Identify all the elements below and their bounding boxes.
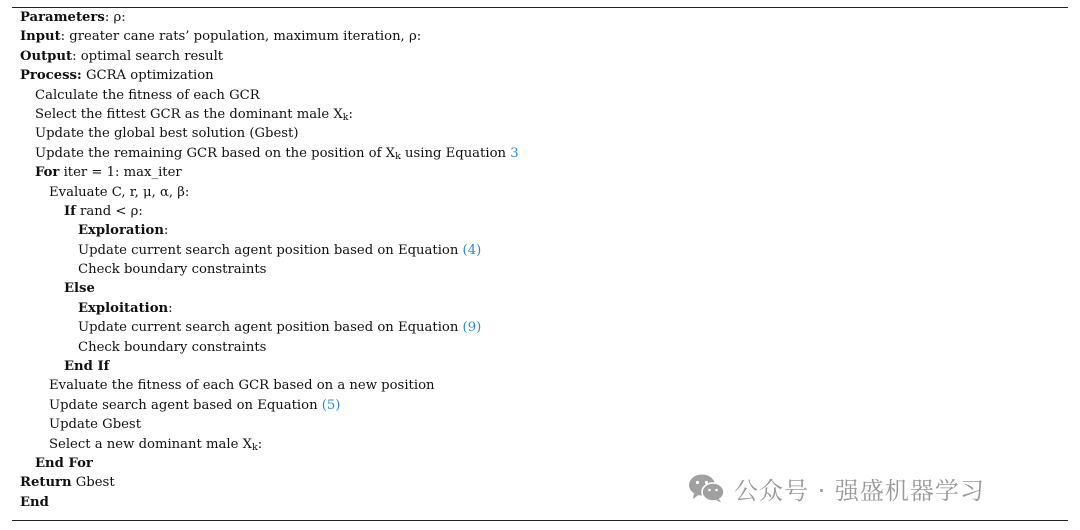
line-text: Check boundary constraints xyxy=(78,339,267,355)
algorithm-line xyxy=(20,183,519,202)
keyword: Exploitation xyxy=(78,300,169,316)
keyword: End For xyxy=(35,455,93,471)
algorithm-line xyxy=(20,163,519,182)
algorithm-line xyxy=(20,66,519,85)
algorithm-line xyxy=(20,435,519,454)
line-text: Select the fittest GCR as the dominant male X xyxy=(35,106,343,122)
line-text: Update the remaining GCR based on the position of X xyxy=(35,145,396,161)
keyword: Input xyxy=(20,29,61,45)
algorithm-line xyxy=(20,105,519,124)
line-text: Evaluate the fitness of each GCR based on a new position xyxy=(49,378,435,394)
algorithm-line xyxy=(20,241,519,260)
algorithm-line xyxy=(20,473,519,492)
line-text: : ρ: xyxy=(104,10,126,25)
line-text: GCRA optimization xyxy=(81,68,214,84)
keyword: Exploration xyxy=(78,223,164,239)
equation-reference-link[interactable]: (4) xyxy=(462,242,482,258)
line-text-after: using Equation xyxy=(400,145,511,161)
keyword: For xyxy=(35,165,60,181)
subscript: k xyxy=(251,441,258,453)
keyword: Return xyxy=(20,475,72,491)
algorithm-line xyxy=(20,47,519,66)
algorithm-line xyxy=(20,396,519,415)
keyword: Else xyxy=(64,281,95,297)
line-text: : xyxy=(168,300,173,316)
algorithm-line xyxy=(20,86,519,105)
line-text: Update current search agent position based on Equation xyxy=(78,320,463,336)
algorithm-line xyxy=(20,357,519,376)
line-text: iter = 1: max_iter xyxy=(59,165,182,181)
algorithm-line xyxy=(20,221,519,240)
line-text: Evaluate C, r, μ, α, β: xyxy=(49,184,190,200)
line-text: : greater cane rats’ population, maximum iteration, ρ: xyxy=(60,29,422,45)
algorithm-line xyxy=(20,27,519,46)
line-text: : optimal search result xyxy=(72,48,224,64)
line-text: Update search agent based on Equation xyxy=(49,397,322,413)
algorithm-line xyxy=(20,376,519,395)
line-text: Gbest xyxy=(71,475,115,491)
subscript: k xyxy=(395,150,401,162)
equation-reference-link[interactable]: 3 xyxy=(510,145,519,161)
equation-reference-link[interactable]: (5) xyxy=(321,397,341,413)
algorithm-line xyxy=(20,279,519,298)
algorithm-line xyxy=(20,260,519,279)
keyword: Process: xyxy=(20,68,82,84)
keyword: End If xyxy=(64,359,110,375)
line-text: Check boundary constraints xyxy=(78,262,267,278)
algorithm-listing xyxy=(20,8,519,512)
keyword: Output xyxy=(20,48,73,64)
equation-reference-link[interactable]: (9) xyxy=(462,320,482,336)
line-text: Select a new dominant male X xyxy=(49,436,252,452)
line-text-after: : xyxy=(257,436,263,452)
watermark xyxy=(688,472,985,504)
subscript: k xyxy=(342,111,349,123)
algorithm-line xyxy=(20,202,519,221)
algorithm-line xyxy=(20,415,519,434)
line-text-after: : xyxy=(348,106,353,122)
algorithm-line xyxy=(20,493,519,512)
line-text: Update the global best solution (Gbest) xyxy=(35,126,299,142)
keyword: Parameters xyxy=(20,10,105,25)
line-text: Calculate the fitness of each GCR xyxy=(35,87,260,103)
keyword: End xyxy=(20,494,49,510)
algorithm-line xyxy=(20,144,519,163)
algorithm-line xyxy=(20,338,519,357)
bottom-rule xyxy=(12,520,1068,521)
watermark-text: 公众号 · 强盛机器学习 xyxy=(734,476,985,505)
keyword: If xyxy=(64,203,76,219)
algorithm-line xyxy=(20,454,519,473)
line-text: rand < ρ: xyxy=(75,203,143,219)
algorithm-line xyxy=(20,318,519,337)
wechat-icon xyxy=(688,473,726,503)
algorithm-line xyxy=(20,124,519,143)
line-text: Update Gbest xyxy=(49,417,142,433)
algorithm-line xyxy=(20,8,519,27)
line-text: : xyxy=(163,223,169,239)
line-text: Update current search agent position based on Equation xyxy=(78,242,463,258)
algorithm-line xyxy=(20,299,519,318)
